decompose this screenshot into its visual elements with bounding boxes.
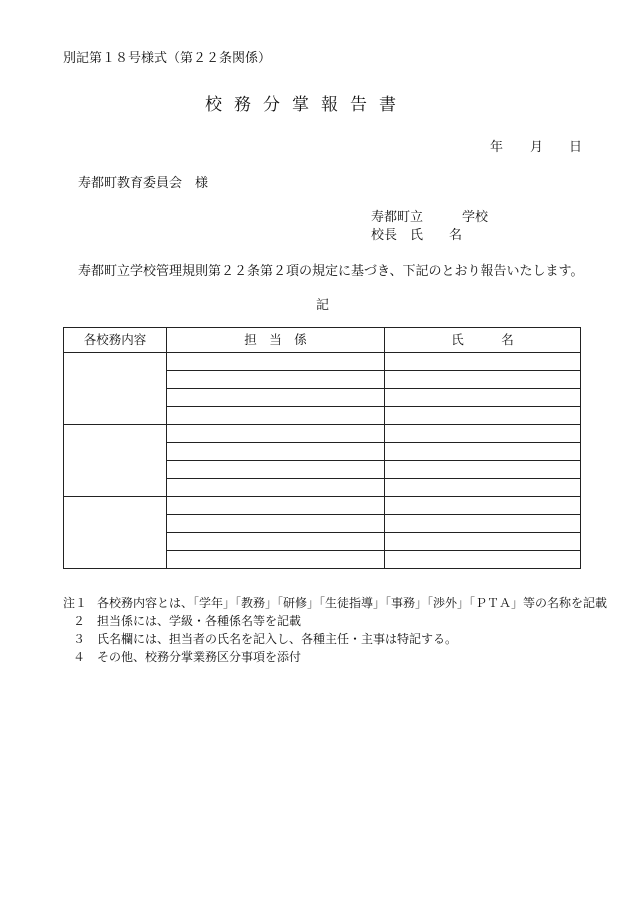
note-2-text: 担当係には、学級・各種係名等を記載 [97,614,302,628]
note-2 [63,612,301,629]
assignment-cell[interactable] [167,443,385,461]
note-3 [63,630,457,647]
assignment-cell[interactable] [167,515,385,533]
name-cell[interactable] [385,515,581,533]
body-text: 寿都町立学校管理規則第２２条第２項の規定に基づき、下記のとおり報告いたします。 [78,264,584,279]
name-cell[interactable] [385,407,581,425]
date-day: 日 [569,140,583,155]
name-cell[interactable] [385,461,581,479]
addressee: 寿都町教育委員会 様 [78,176,209,191]
assignment-cell[interactable] [167,533,385,551]
assignment-cell[interactable] [167,407,385,425]
ki-heading: 記 [316,298,330,313]
name-cell[interactable] [385,371,581,389]
note-1 [63,594,607,611]
note-4-text: その他、校務分掌業務区分事項を添付 [97,650,302,664]
assignment-cell[interactable] [167,461,385,479]
duty-content-cell[interactable] [64,425,167,497]
date-month: 月 [530,140,544,155]
date-year: 年 [490,140,504,155]
name-cell[interactable] [385,353,581,371]
assignment-cell[interactable] [167,497,385,515]
name-cell[interactable] [385,551,581,569]
header-assignment: 担 当 係 [167,328,385,353]
assignment-cell[interactable] [167,371,385,389]
note-3-num: ３ [72,632,85,646]
duty-table [63,327,581,569]
name-cell[interactable] [385,479,581,497]
duty-content-cell[interactable] [64,497,167,569]
sender-principal: 校長 氏 名 [371,228,463,243]
note-4 [63,648,301,665]
document-title: 校務分掌報告書 [205,95,408,115]
note-1-num: 注１ [63,596,88,610]
header-name: 氏 名 [385,328,581,353]
note-1-text: 各校務内容とは、「学年」「教務」「研修」「生徒指導」「事務」「渉外」「ＰＴＡ」等の名称を記載 [97,596,608,610]
name-cell[interactable] [385,443,581,461]
table-header-row [64,328,581,353]
note-3-text: 氏名欄には、担当者の氏名を記入し、各種主任・主事は特記する。 [97,632,458,646]
name-cell[interactable] [385,425,581,443]
assignment-cell[interactable] [167,389,385,407]
duty-content-cell[interactable] [64,353,167,425]
name-cell[interactable] [385,389,581,407]
header-duty-content: 各校務内容 [64,328,167,353]
assignment-cell[interactable] [167,479,385,497]
name-cell[interactable] [385,533,581,551]
assignment-cell[interactable] [167,551,385,569]
name-cell[interactable] [385,497,581,515]
table-row [64,497,581,515]
note-4-num: ４ [72,650,85,664]
sender-school: 寿都町立 学校 [371,210,489,225]
table-row [64,353,581,371]
table-row [64,425,581,443]
assignment-cell[interactable] [167,425,385,443]
assignment-cell[interactable] [167,353,385,371]
form-label: 別記第１８号様式（第２２条関係） [63,51,272,66]
note-2-num: ２ [72,614,85,628]
